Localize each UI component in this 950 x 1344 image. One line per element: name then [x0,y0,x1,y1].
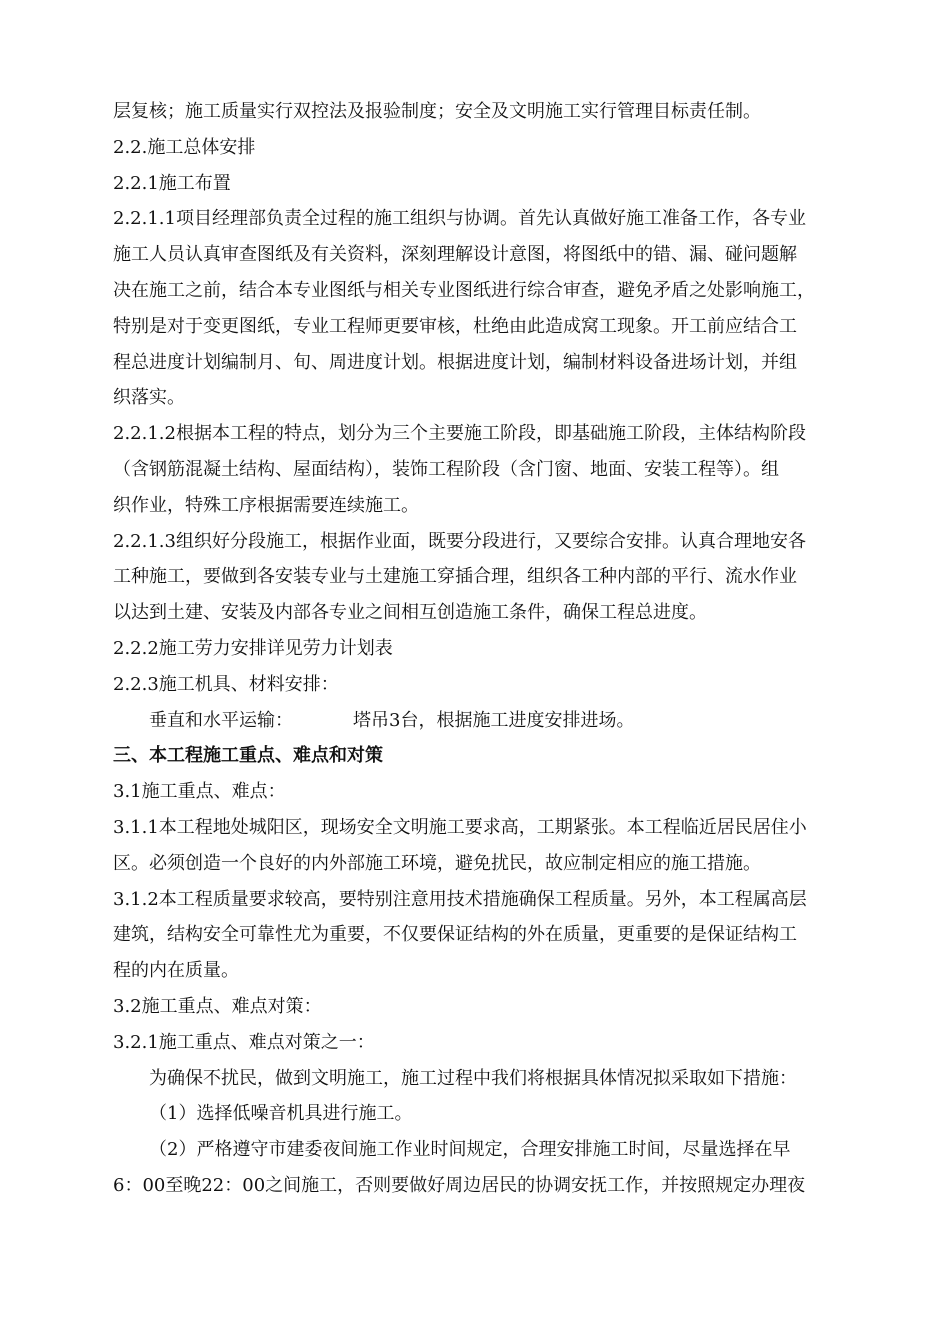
text-line: 织作业，特殊工序根据需要连续施工。 [113,494,419,516]
text-line: 层复核；施工质量实行双控法及报验制度；安全及文明施工实行管理目标责任制。 [113,101,761,122]
text-line: 织落实。 [113,387,185,409]
transport-label: 垂直和水平运输： [149,709,293,731]
section-heading-3-2-1: 3.2.1施工重点、难点对策之一： [113,1031,375,1053]
text-line: 工种施工，要做到各安装专业与土建施工穿插合理，组织各工种内部的平行、流水作业 [113,566,797,588]
text-line: 程的内在质量。 [113,960,239,982]
section-heading-3-2: 3.2施工重点、难点对策： [113,995,322,1017]
text-line: 2.2.1.1项目经理部负责全过程的施工组织与协调。首先认真做好施工准备工作，各专业 [113,208,806,230]
list-item: （2）严格遵守市建委夜间施工作业时间规定，合理安排施工时间，尽量选择在早 [149,1139,791,1161]
document-body [113,94,873,1204]
text-line: 2.2.1.3组织好分段施工，根据作业面，既要分段进行，又要综合安排。认真合理地安各 [113,530,806,552]
text-line: 特别是对于变更图纸，专业工程师更要审核，杜绝由此造成窝工现象。开工前应结合工 [113,315,797,337]
transport-value: 塔吊3台，根据施工进度安排进场。 [353,709,635,731]
text-line: 建筑，结构安全可靠性尤为重要，不仅要保证结构的外在质量，更重要的是保证结构工 [113,924,797,946]
text-line: 3.1.1本工程地处城阳区，现场安全文明施工要求高，工期紧张。本工程临近居民居住小 [113,816,807,838]
section-heading-2-2-3: 2.2.3施工机具、材料安排： [113,673,339,695]
text-line: 以达到土建、安装及内部各专业之间相互创造施工条件，确保工程总进度。 [113,602,707,624]
text-line: 3.1.2本工程质量要求较高，要特别注意用技术措施确保工程质量。另外，本工程属高层 [113,888,807,910]
text-line: 2.2.1.2根据本工程的特点，划分为三个主要施工阶段，即基础施工阶段，主体结构阶段 [113,423,806,445]
section-heading-2-2: 2.2.施工总体安排 [113,136,256,158]
text-line: 为确保不扰民，做到文明施工，施工过程中我们将根据具体情况拟采取如下措施： [149,1067,797,1089]
text-line: 决在施工之前，结合本专业图纸与相关专业图纸进行综合审查，避免矛盾之处影响施工， [113,279,815,301]
text-line: 施工人员认真审查图纸及有关资料，深刻理解设计意图，将图纸中的错、漏、碰问题解 [113,244,797,266]
text-line: （含钢筋混凝土结构、屋面结构），装饰工程阶段（含门窗、地面、安装工程等）。组 [113,458,779,480]
text-line: 程总进度计划编制月、旬、周进度计划。根据进度计划，编制材料设备进场计划，并组 [113,351,797,373]
text-line: 6：00至晚22：00之间施工，否则要做好周边居民的协调安抚工作，并按照规定办理夜 [113,1174,806,1196]
section-heading-2-2-2: 2.2.2施工劳力安排详见劳力计划表 [113,637,393,659]
transport-line [113,703,873,739]
list-item: （1）选择低噪音机具进行施工。 [149,1103,413,1125]
section-3-heading: 三、本工程施工重点、难点和对策 [113,745,383,767]
section-heading-3-1: 3.1施工重点、难点： [113,781,286,803]
text-line: 区。必须创造一个良好的内外部施工环境，避免扰民，故应制定相应的施工措施。 [113,852,761,874]
section-heading-2-2-1: 2.2.1施工布置 [113,172,231,194]
